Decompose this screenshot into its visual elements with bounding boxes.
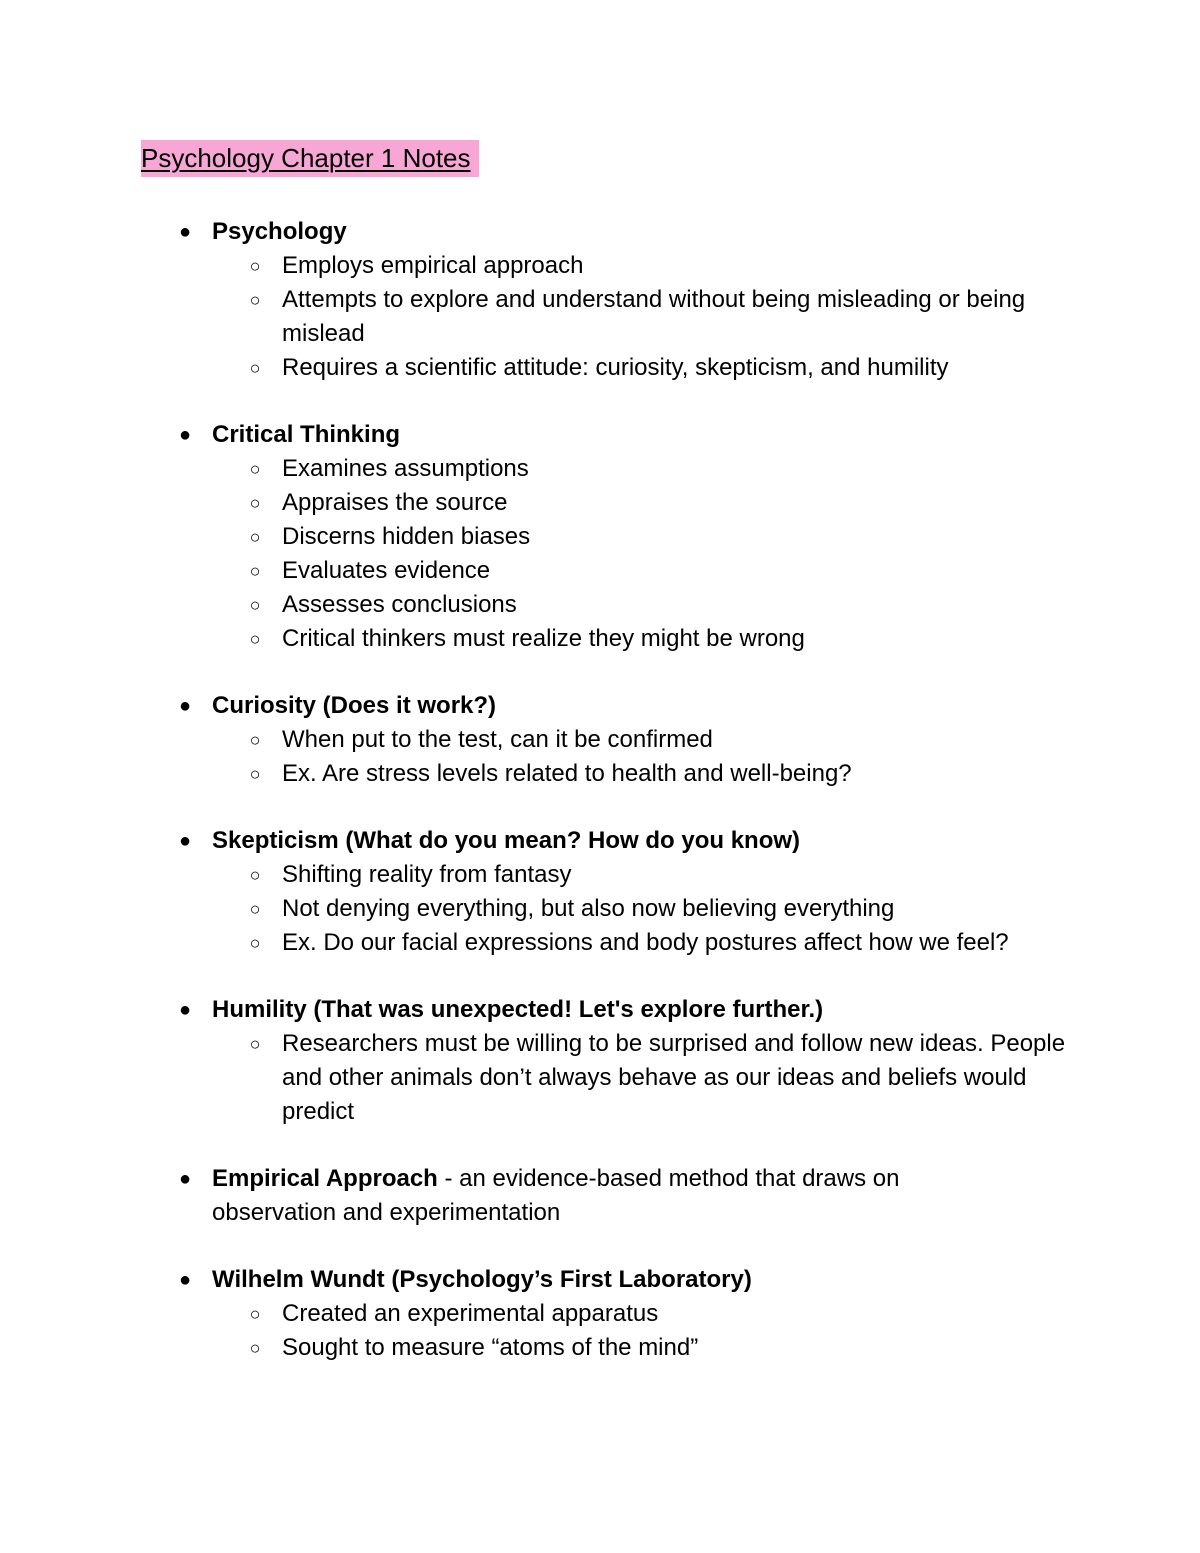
notes-list	[0, 215, 1200, 1398]
list-item	[0, 418, 1200, 452]
note-section	[0, 215, 1200, 385]
bullet-icon: ●	[178, 999, 192, 1021]
section-heading: Empirical Approach	[212, 1165, 438, 1192]
sub-list-item	[0, 622, 1200, 656]
section-heading: Humility (That was unexpected! Let's explore further.)	[212, 996, 824, 1023]
section-heading: Psychology	[212, 218, 347, 245]
definition-text	[212, 1162, 972, 1230]
list-item	[0, 824, 1200, 858]
sub-list-item	[0, 1331, 1200, 1365]
sub-list	[0, 1027, 1200, 1129]
hollow-bullet-icon: ○	[249, 1304, 261, 1324]
hollow-bullet-icon: ○	[249, 493, 261, 513]
hollow-bullet-icon: ○	[249, 730, 261, 750]
list-item	[0, 215, 1200, 249]
sub-list-item	[0, 926, 1200, 960]
section-description: - an evidence-based method that draws on observation and experimentation	[212, 1165, 900, 1226]
sub-item-text: Sought to measure “atoms of the mind”	[282, 1334, 699, 1361]
sub-list	[0, 1297, 1200, 1365]
section-heading: Wilhelm Wundt (Psychology’s First Laboratory)	[212, 1266, 752, 1293]
sub-item-text: Ex. Are stress levels related to health and well-being?	[282, 760, 852, 787]
list-item	[0, 1263, 1200, 1297]
sub-list	[0, 858, 1200, 960]
note-section	[0, 824, 1200, 960]
sub-list	[0, 249, 1200, 385]
sub-item-text: Employs empirical approach	[282, 252, 584, 279]
hollow-bullet-icon: ○	[249, 1034, 261, 1054]
hollow-bullet-icon: ○	[249, 358, 261, 378]
sub-item-text: Shifting reality from fantasy	[282, 861, 572, 888]
sub-item-text: Appraises the source	[282, 489, 508, 516]
list-item	[0, 689, 1200, 723]
sub-list-item	[0, 1027, 1200, 1129]
sub-list-item	[0, 452, 1200, 486]
sub-item-text: Requires a scientific attitude: curiosity, skepticism, and humility	[282, 354, 949, 381]
sub-item-text: Discerns hidden biases	[282, 523, 531, 550]
sub-item-text: Attempts to explore and understand without being misleading or being mislead	[282, 286, 1026, 347]
hollow-bullet-icon: ○	[249, 595, 261, 615]
section-heading: Skepticism (What do you mean? How do you know)	[212, 827, 801, 854]
hollow-bullet-icon: ○	[249, 865, 261, 885]
hollow-bullet-icon: ○	[249, 764, 261, 784]
hollow-bullet-icon: ○	[249, 899, 261, 919]
hollow-bullet-icon: ○	[249, 256, 261, 276]
hollow-bullet-icon: ○	[249, 527, 261, 547]
sub-list-item	[0, 588, 1200, 622]
note-section	[0, 1263, 1200, 1365]
sub-item-text: Not denying everything, but also now believing everything	[282, 895, 895, 922]
list-item	[0, 1162, 1200, 1230]
sub-item-text: Evaluates evidence	[282, 557, 491, 584]
sub-item-text: Critical thinkers must realize they might be wrong	[282, 625, 805, 652]
sub-item-text: When put to the test, can it be confirmed	[282, 726, 713, 753]
note-section	[0, 689, 1200, 791]
hollow-bullet-icon: ○	[249, 1338, 261, 1358]
sub-list-item	[0, 283, 1200, 351]
sub-item-text: Created an experimental apparatus	[282, 1300, 659, 1327]
sub-item-text: Ex. Do our facial expressions and body postures affect how we feel?	[282, 929, 1009, 956]
page-title: Psychology Chapter 1 Notes	[141, 140, 479, 177]
sub-list-item	[0, 858, 1200, 892]
sub-list	[0, 452, 1200, 656]
hollow-bullet-icon: ○	[249, 629, 261, 649]
bullet-icon: ●	[178, 1168, 192, 1190]
sub-list-item	[0, 249, 1200, 283]
sub-list-item	[0, 351, 1200, 385]
hollow-bullet-icon: ○	[249, 290, 261, 310]
hollow-bullet-icon: ○	[249, 933, 261, 953]
sub-item-text: Examines assumptions	[282, 455, 529, 482]
sub-list-item	[0, 1297, 1200, 1331]
sub-list-item	[0, 554, 1200, 588]
hollow-bullet-icon: ○	[249, 459, 261, 479]
sub-list-item	[0, 520, 1200, 554]
hollow-bullet-icon: ○	[249, 561, 261, 581]
sub-list	[0, 723, 1200, 791]
sub-list-item	[0, 757, 1200, 791]
section-heading: Curiosity (Does it work?)	[212, 692, 497, 719]
note-section	[0, 1162, 1200, 1230]
bullet-icon: ●	[178, 221, 192, 243]
bullet-icon: ●	[178, 424, 192, 446]
note-section	[0, 418, 1200, 656]
section-heading: Critical Thinking	[212, 421, 401, 448]
sub-list-item	[0, 723, 1200, 757]
sub-list-item	[0, 486, 1200, 520]
sub-list-item	[0, 892, 1200, 926]
note-section	[0, 993, 1200, 1129]
sub-item-text: Assesses conclusions	[282, 591, 517, 618]
sub-item-text: Researchers must be willing to be surprised and follow new ideas. People and other animals don’t always behave as our ideas and beliefs would predict	[282, 1030, 1066, 1125]
list-item	[0, 993, 1200, 1027]
bullet-icon: ●	[178, 830, 192, 852]
bullet-icon: ●	[178, 1269, 192, 1291]
bullet-icon: ●	[178, 695, 192, 717]
